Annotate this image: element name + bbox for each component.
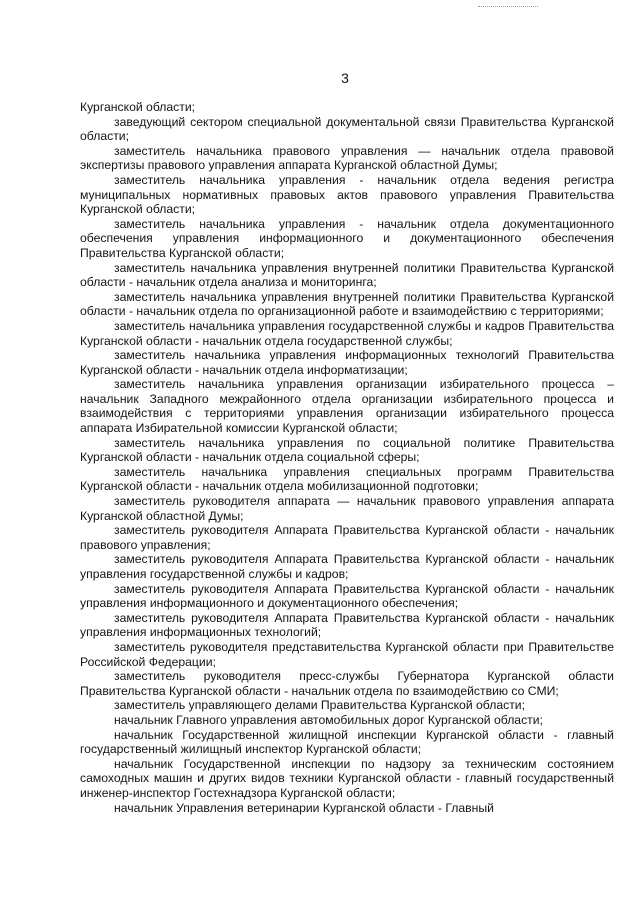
paragraph: заместитель начальника управления внутренней политики Правительства Курганской области - начальник отдела анализа и мониторинга; (80, 260, 614, 290)
paragraph: начальник Управления ветеринарии Курганской области - Главный (114, 800, 494, 815)
paragraph: заведующий сектором специальной документальной связи Правительства Курганской области; (80, 114, 614, 144)
paragraph: заместитель руководителя аппарата — начальник правового управления аппарата Курганской областной Думы; (80, 494, 614, 523)
paragraph: заместитель руководителя Аппарата Правительства Курганской области - начальник управления информационных технологий; (80, 610, 614, 640)
paragraph: заместитель руководителя Аппарата Правительства Курганской области - начальник правового управления; (80, 523, 614, 552)
paragraph: Курганской области; (80, 100, 196, 114)
paragraph: начальник Государственной инспекции по надзору за техническим состоянием самоходных машин и других видов техники Курганской области - главный государственный инженер-инспектор Гостехнадзора Курганской области; (80, 756, 614, 800)
paragraph: заместитель начальника управления государственной службы и кадров Правительства Курганской области - начальник отдела государственной службы; (80, 318, 614, 348)
paragraph: начальник Главного управления автомобильных дорог Курганской области; (114, 712, 543, 727)
paragraph: заместитель начальника управления информационных технологий Правительства Курганской области - начальник отдела информатизации; (80, 348, 614, 377)
paragraph: заместитель начальника управления - начальник отдела ведения регистра муниципальных нормативных правовых актов правового управления Правительства Курганской области; (80, 172, 614, 217)
paragraph: заместитель руководителя представительства Курганской области при Правительстве Российской Федерации; (80, 639, 614, 669)
paragraph: начальник Государственной жилищной инспекции Курганской области - главный государственный жилищный инспектор Курганской области; (80, 727, 614, 757)
paragraph: заместитель руководителя пресс-службы Губернатора Курганской области Правительства Курганской области - начальник отдела по взаимодействию со СМИ; (80, 669, 614, 698)
paragraph: заместитель начальника управления организации избирательного процесса – начальник Западного межрайонного отдела организации избирательного процесса и взаимодействия с территориями управления организации избирательного процесса аппарата Избирательной комиссии Курганской области; (80, 377, 614, 436)
paragraph: заместитель управляющего делами Правительства Курганской области; (114, 698, 526, 713)
paragraph: заместитель руководителя Аппарата Правительства Курганской области - начальник управления государственной службы и кадров; (80, 552, 614, 581)
paragraph: заместитель начальника управления по социальной политике Правительства Курганской области - начальник отдела социальной сферы; (80, 435, 614, 465)
scan-artifact-line (478, 6, 538, 8)
paragraph: заместитель начальника управления - начальник отдела документационного обеспечения управления информационного и документационного обеспечения Правительства Курганской области; (80, 216, 614, 260)
paragraph: заместитель начальника правового управления — начальник отдела правовой экспертизы правового управления аппарата Курганской областной Думы; (80, 143, 614, 173)
paragraph: заместитель руководителя Аппарата Правительства Курганской области - начальник управления информационного и документационного обеспечения; (80, 581, 614, 611)
document-body (80, 100, 614, 815)
page-number: 3 (341, 70, 349, 86)
paragraph: заместитель начальника управления специальных программ Правительства Курганской области - начальник отдела мобилизационной подготовки; (80, 464, 614, 494)
paragraph: заместитель начальника управления внутренней политики Правительства Курганской области - начальник отдела по организационной работе и взаимодействию с территориями; (80, 289, 614, 319)
